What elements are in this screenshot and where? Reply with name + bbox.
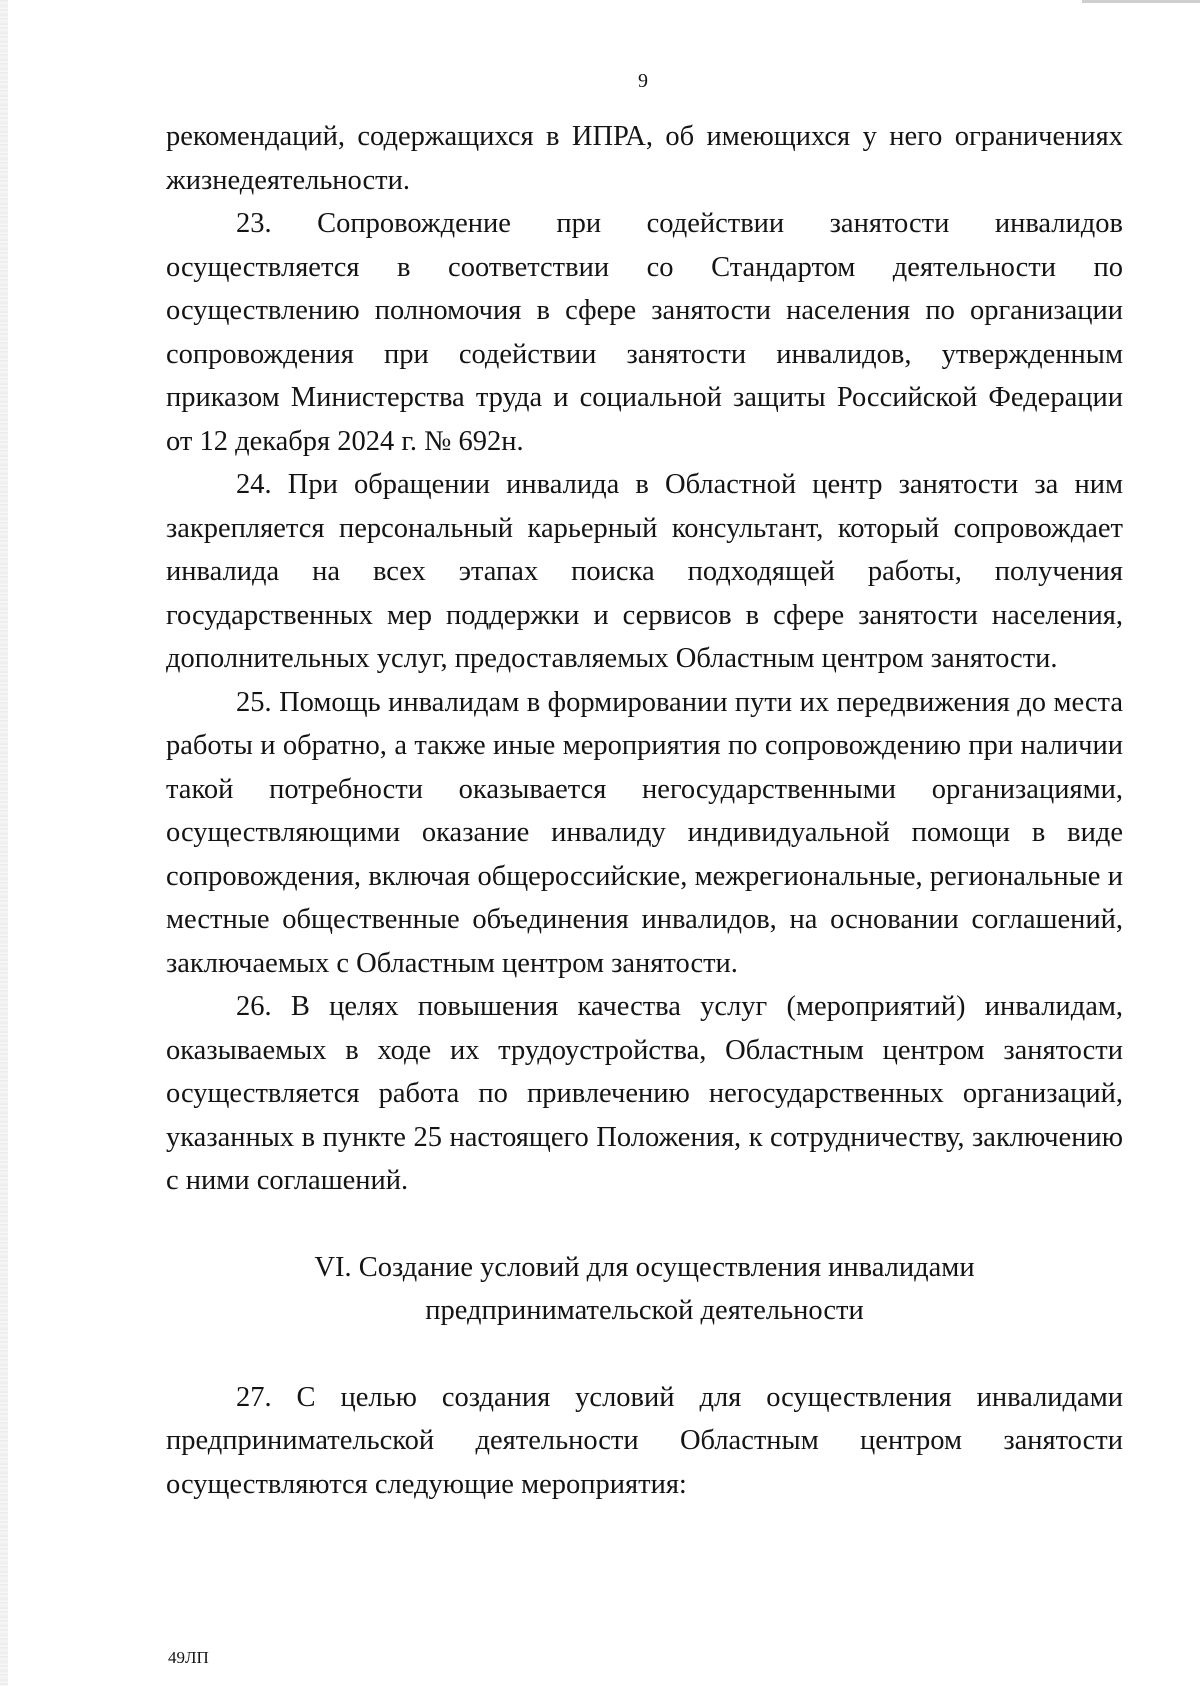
paragraph-24: 24. При обращении инвалида в Областной центр занятости за ним закрепляется персональный карьерный консультант, который сопровождает инвалида на всех этапах поиска подходящей работы, получения государственных мер поддержки и сервисов в сфере занятости населения, дополнительных услуг, предоставляемых Областным центром занятости. [166, 469, 1123, 674]
footer-document-code: 49ЛП [168, 1648, 209, 1667]
paragraph-26: 26. В целях повышения качества услуг (мероприятий) инвалидам, оказываемых в ходе их трудоустройства, Областным центром занятости осуществляется работа по привлечению негосударственных организаций, указанных в пункте 25 настоящего Положения, к сотрудничеству, заключению с ними соглашений. [166, 991, 1123, 1196]
document-body [166, 115, 1123, 1506]
page-number: 9 [638, 70, 648, 92]
section-heading-line-1: VI. Создание условий для осуществления инвалидами [314, 1251, 975, 1283]
paragraph-25: 25. Помощь инвалидам в формировании пути их передвижения до места работы и обратно, а также иные мероприятия по сопровождению при наличии такой потребности оказывается негосударственными организациями, осуществляющими оказание инвалиду индивидуальной помощи в виде сопровождения, включая общероссийские, межрегиональные, региональные и местные общественные объединения инвалидов, на основании соглашений, заключаемых с Областным центром занятости. [166, 686, 1123, 979]
section-heading [166, 1203, 1123, 1376]
paragraph-27: 27. С целью создания условий для осуществления инвалидами предпринимательской деятельности Областным центром занятости осуществляются следующие мероприятия: [166, 1381, 1123, 1500]
scan-edge-corner [1082, 0, 1200, 3]
paragraph-23: 23. Сопровождение при содействии занятости инвалидов осуществляется в соответствии со Стандартом деятельности по осуществлению полномочия в сфере занятости населения по организации сопровождения при содействии занятости инвалидов, утвержденным приказом Министерства труда и социальной защиты Российской Федерации от 12 декабря 2024 г. № 692н. [166, 208, 1123, 457]
scan-edge [0, 0, 8, 1686]
section-heading-line-2: предпринимательской деятельности [425, 1295, 864, 1326]
paragraph-continuation: рекомендаций, содержащихся в ИПРА, об имеющихся у него ограничениях жизнедеятельности. [166, 121, 1123, 196]
